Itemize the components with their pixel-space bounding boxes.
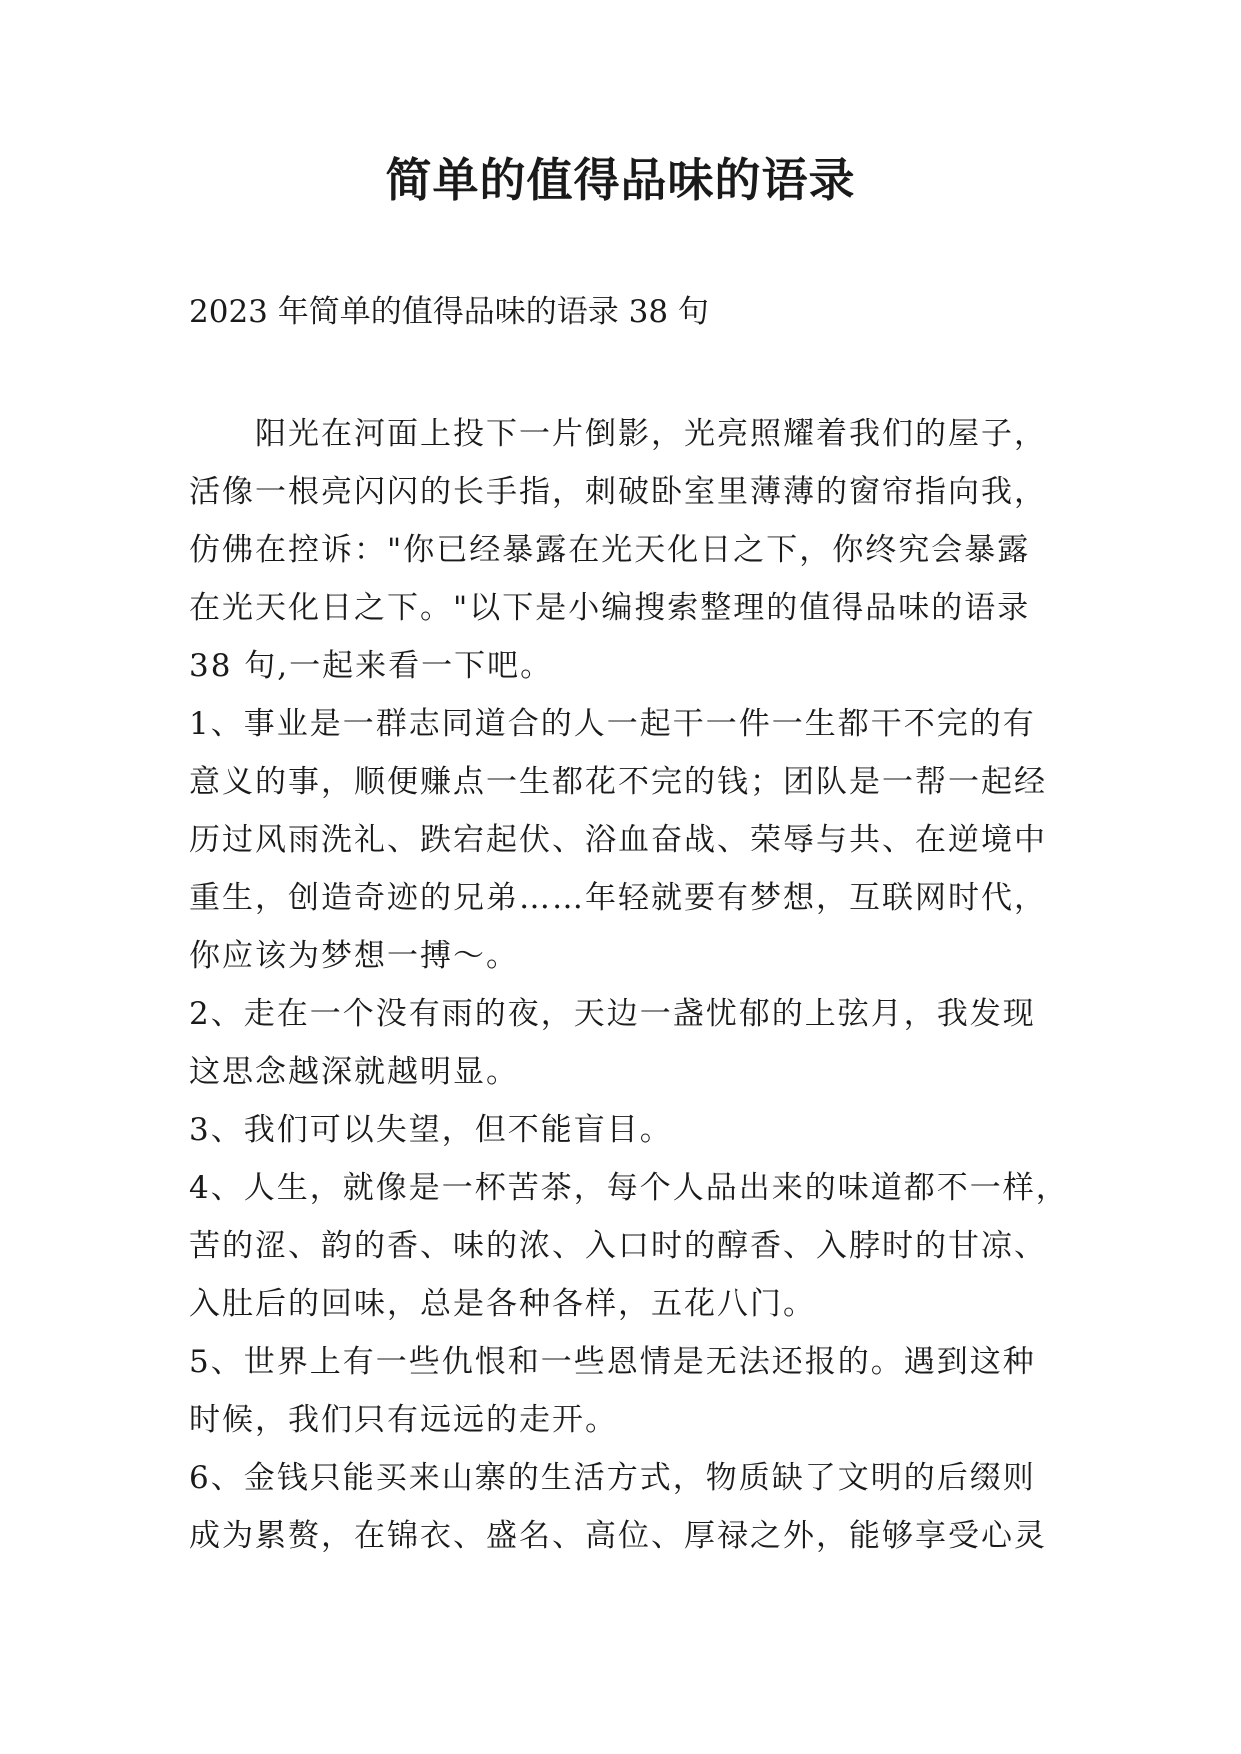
body-line: 活像一根亮闪闪的长手指，刺破卧室里薄薄的窗帘指向我， bbox=[189, 474, 1047, 510]
document-body bbox=[189, 405, 1089, 1565]
document-subtitle: 2023 年简单的值得品味的语录 38 句 bbox=[189, 294, 709, 330]
body-line: 5、世界上有一些仇恨和一些恩情是无法还报的。遇到这种 bbox=[189, 1344, 1036, 1380]
body-line: 意义的事，顺便赚点一生都花不完的钱；团队是一帮一起经 bbox=[189, 764, 1047, 800]
body-line: 仿佛在控诉："你已经暴露在光天化日之下，你终究会暴露 bbox=[189, 532, 1031, 568]
body-line: 6、金钱只能买来山寨的生活方式，物质缺了文明的后缀则 bbox=[189, 1460, 1036, 1496]
body-line: 4、人生，就像是一杯苦茶，每个人品出来的味道都不一样， bbox=[189, 1170, 1069, 1206]
body-line: 你应该为梦想一搏～。 bbox=[189, 938, 519, 974]
body-line: 3、我们可以失望，但不能盲目。 bbox=[189, 1112, 673, 1148]
body-line: 38 句,一起来看一下吧。 bbox=[189, 648, 554, 684]
body-line: 1、事业是一群志同道合的人一起干一件一生都干不完的有 bbox=[189, 706, 1036, 742]
document-title: 简单的值得品味的语录 bbox=[385, 153, 856, 207]
body-line: 苦的涩、韵的香、味的浓、入口时的醇香、入脖时的甘凉、 bbox=[189, 1228, 1047, 1264]
body-line: 2、走在一个没有雨的夜，天边一盏忧郁的上弦月，我发现 bbox=[189, 996, 1036, 1032]
body-line: 时候，我们只有远远的走开。 bbox=[189, 1402, 618, 1438]
body-line: 历过风雨洗礼、跌宕起伏、浴血奋战、荣辱与共、在逆境中 bbox=[189, 822, 1047, 858]
body-line: 在光天化日之下。"以下是小编搜索整理的值得品味的语录 bbox=[189, 590, 1031, 626]
body-line: 成为累赘，在锦衣、盛名、高位、厚禄之外，能够享受心灵 bbox=[189, 1518, 1047, 1554]
body-line: 阳光在河面上投下一片倒影，光亮照耀着我们的屋子， bbox=[189, 416, 1047, 452]
body-line: 重生，创造奇迹的兄弟……年轻就要有梦想，互联网时代， bbox=[189, 880, 1047, 916]
body-line: 这思念越深就越明显。 bbox=[189, 1054, 519, 1090]
body-line: 入肚后的回味，总是各种各样，五花八门。 bbox=[189, 1286, 816, 1322]
